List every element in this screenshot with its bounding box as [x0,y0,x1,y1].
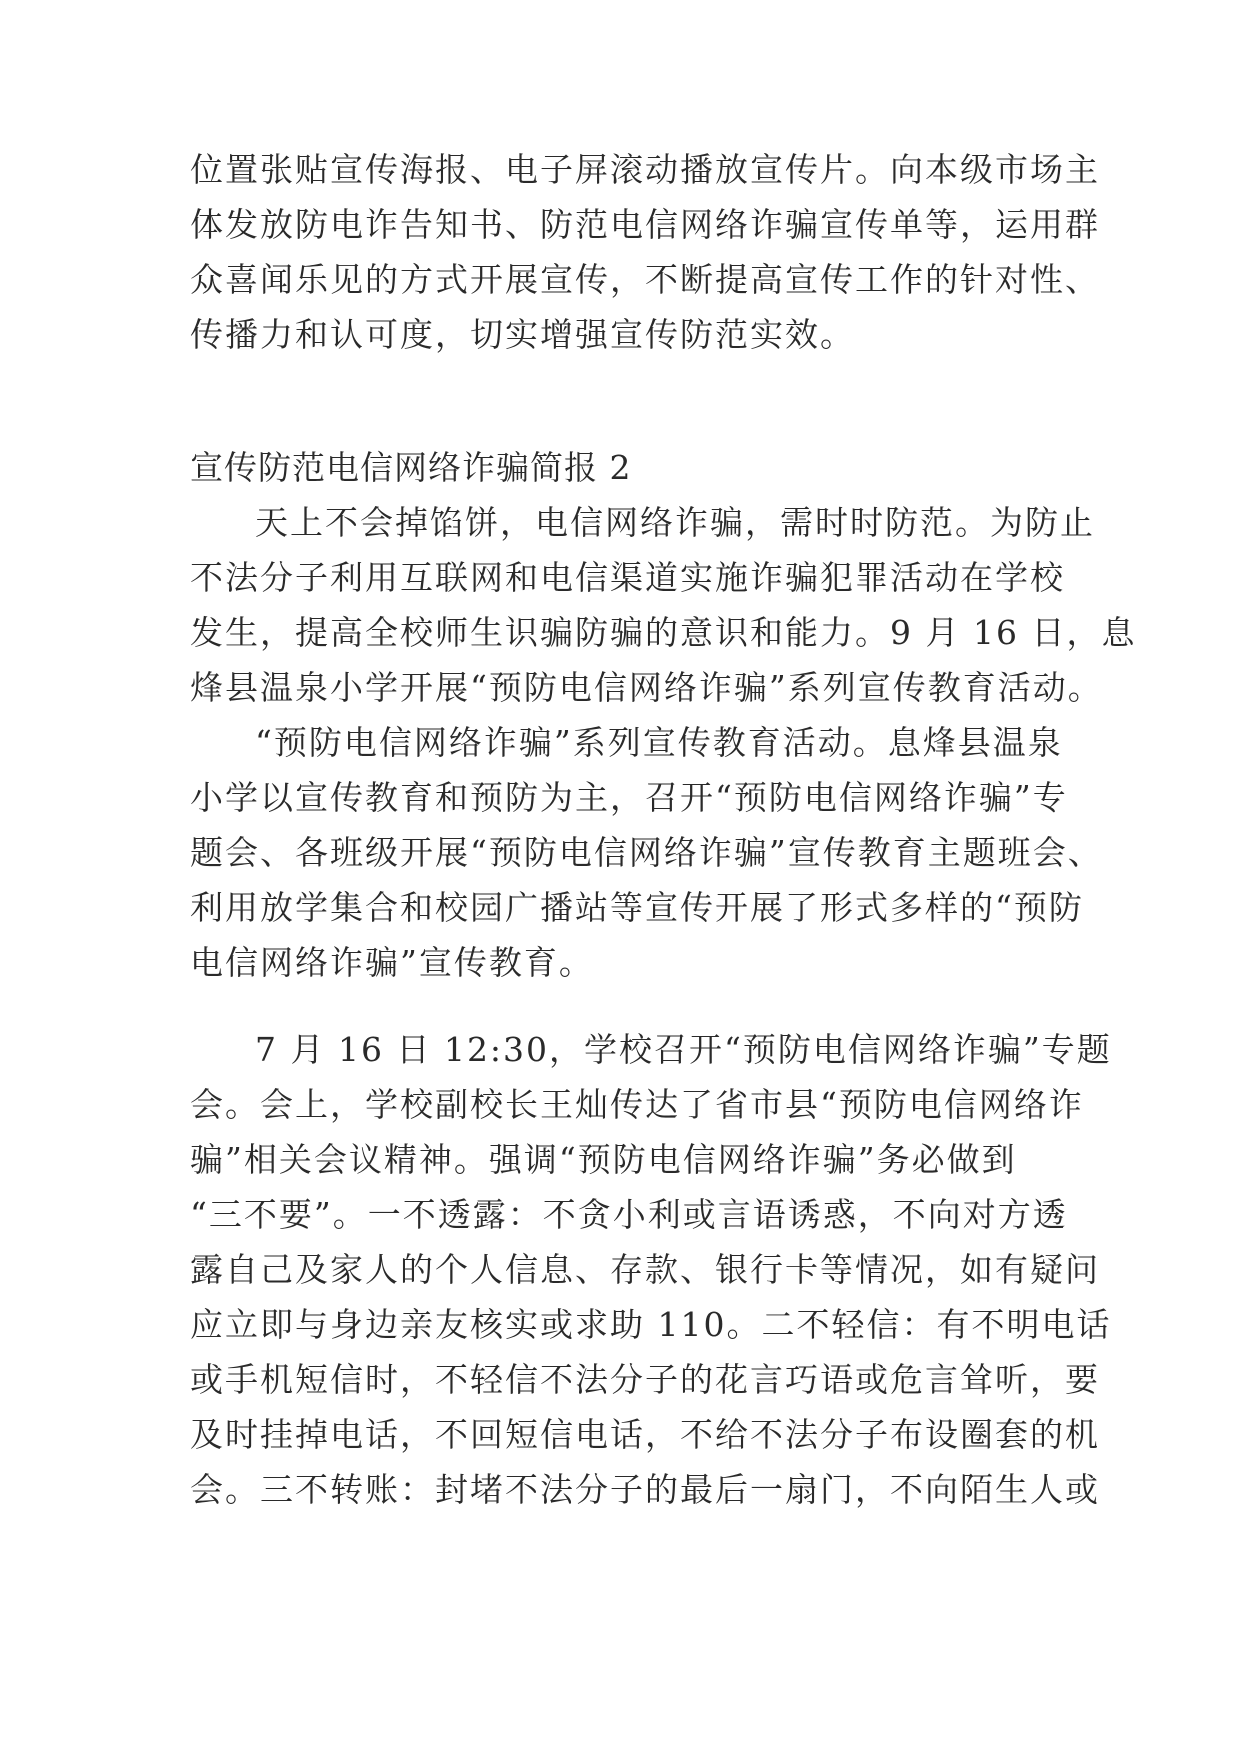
text-line: 烽县温泉小学开展“预防电信网络诈骗”系列宣传教育活动。 [190,668,1103,707]
text-line: 利用放学集合和校园广播站等宣传开展了形式多样的“预防 [190,888,1084,927]
text-line: 露自己及家人的个人信息、存款、银行卡等情况，如有疑问 [190,1250,1100,1289]
text-line: 会。会上，学校副校长王灿传达了省市县“预防电信网络诈 [190,1085,1084,1124]
text-line: 小学以宣传教育和预防为主，召开“预防电信网络诈骗”专 [190,778,1068,817]
text-line: 会。三不转账：封堵不法分子的最后一扇门，不向陌生人或 [190,1470,1100,1509]
text-line: 电信网络诈骗”宣传教育。 [190,943,594,982]
text-line: “三不要”。一不透露：不贪小利或言语诱惑，不向对方透 [190,1195,1068,1234]
section-heading: 宣传防范电信网络诈骗简报 2 [190,448,632,487]
text-line: 天上不会掉馅饼，电信网络诈骗，需时时防范。为防止 [255,503,1095,542]
text-line: 及时挂掉电话，不回短信电话，不给不法分子布设圈套的机 [190,1415,1100,1454]
text-line: 众喜闻乐见的方式开展宣传，不断提高宣传工作的针对性、 [190,260,1100,299]
text-line: “预防电信网络诈骗”系列宣传教育活动。息烽县温泉 [255,723,1063,762]
text-line: 体发放防电诈告知书、防范电信网络诈骗宣传单等，运用群 [190,205,1100,244]
text-line: 位置张贴宣传海报、电子屏滚动播放宣传片。向本级市场主 [190,150,1100,189]
text-line: 应立即与身边亲友核实或求助 110。二不轻信：有不明电话 [190,1305,1112,1344]
text-line: 骗”相关会议精神。强调“预防电信网络诈骗”务必做到 [190,1140,1017,1179]
text-line: 传播力和认可度，切实增强宣传防范实效。 [190,315,855,354]
text-line: 发生，提高全校师生识骗防骗的意识和能力。9 月 16 日，息 [190,613,1137,652]
text-line: 7 月 16 日 12:30，学校召开“预防电信网络诈骗”专题 [255,1030,1112,1069]
text-line: 不法分子利用互联网和电信渠道实施诈骗犯罪活动在学校 [190,558,1065,597]
text-line: 题会、各班级开展“预防电信网络诈骗”宣传教育主题班会、 [190,833,1103,872]
text-line: 或手机短信时，不轻信不法分子的花言巧语或危言耸听，要 [190,1360,1100,1399]
